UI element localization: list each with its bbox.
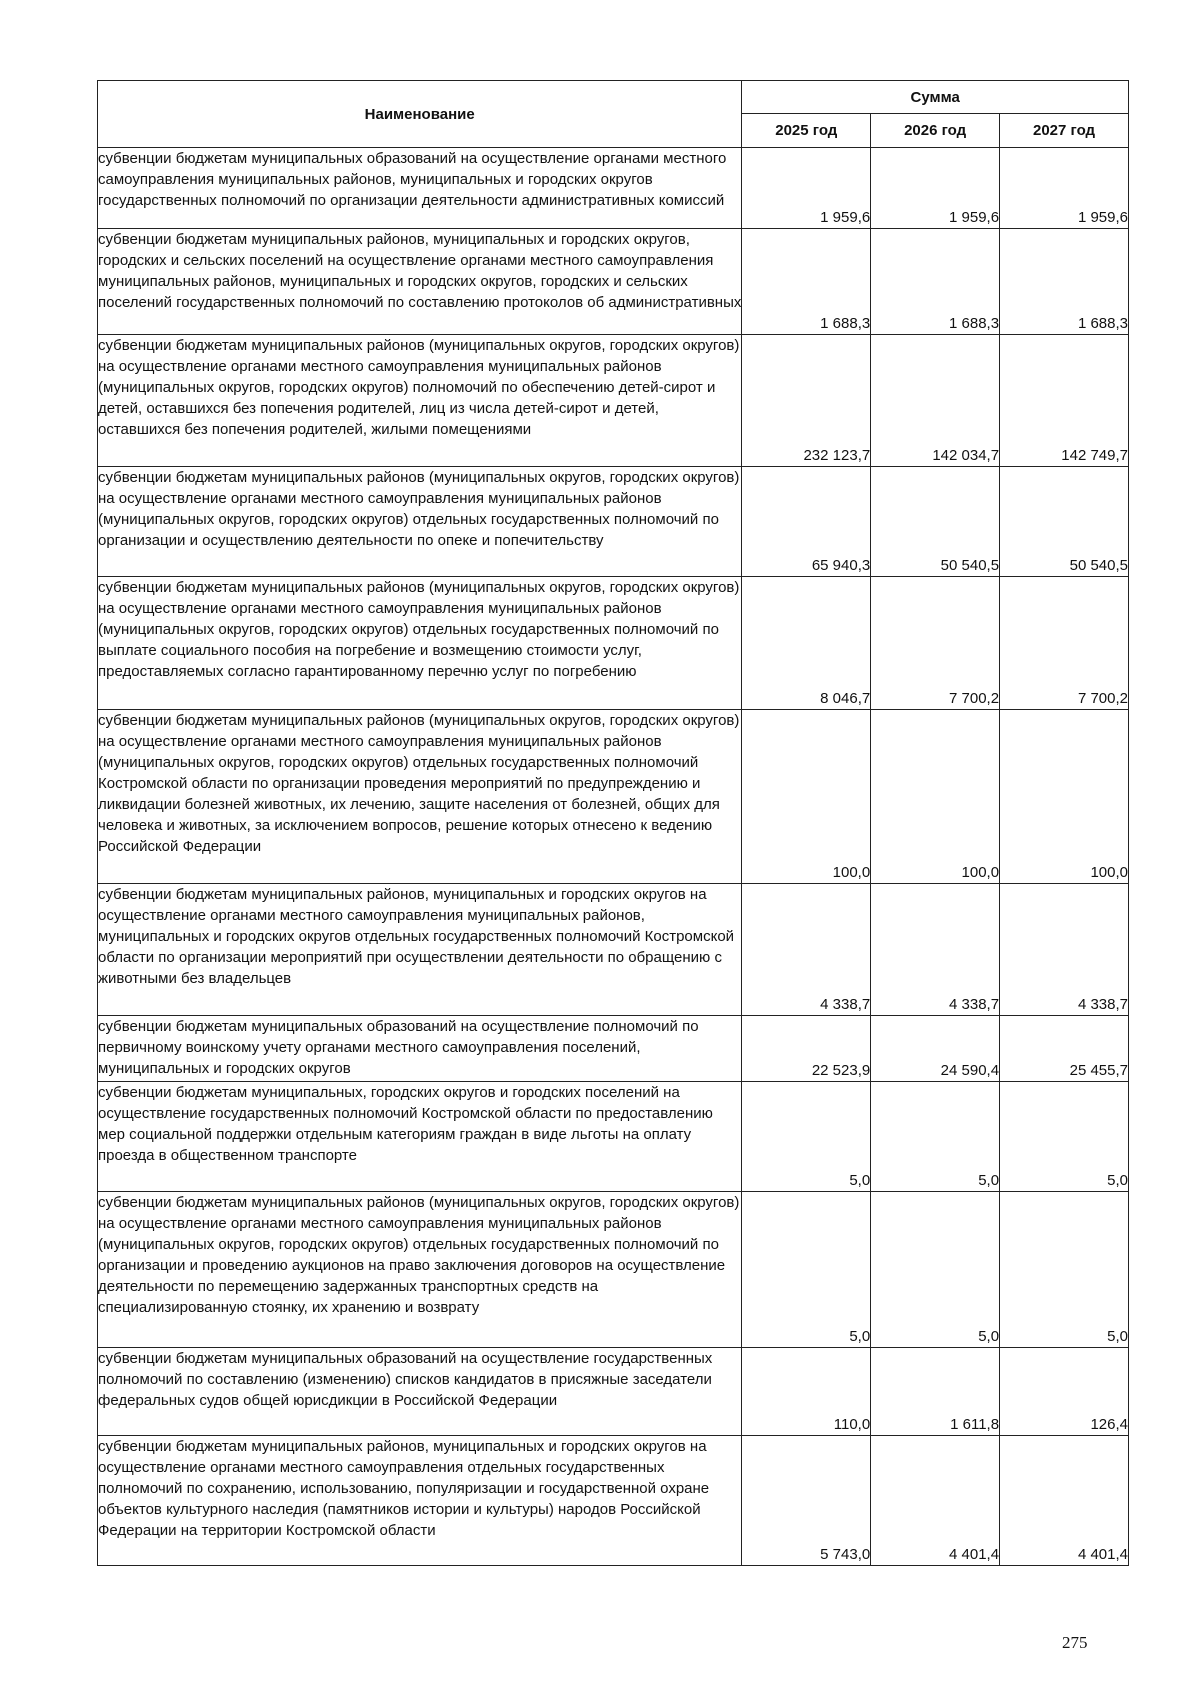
- row-name: субвенции бюджетам муниципальных районов (муниципальных округов, городских округов) на осуществление органами местного самоуправления муниципальных районов (муниципальных округов, городских округов) отдельных государственных полномочий Костромской области по организации проведения мероприятий по предупреждению и ликвидации болезней животных, их лечению, защите населения от болезней, общих для человека и животных, за исключением вопросов, решение которых отнесено к ведению Российской Федерации: [98, 710, 742, 884]
- row-name: субвенции бюджетам муниципальных районов, муниципальных и городских округов на осуществление органами местного самоуправления отдельных государственных полномочий по сохранению, использованию, популяризации и государственной охране объектов культурного наследия (памятников истории и культуры) народов Российской Федерации на территории Костромской области: [98, 1436, 742, 1566]
- row-value-2026: 4 338,7: [871, 884, 1000, 1016]
- row-value-2026: 100,0: [871, 710, 1000, 884]
- row-value-2025: 8 046,7: [742, 577, 871, 710]
- row-value-2027: 126,4: [1000, 1348, 1129, 1436]
- row-value-2025: 1 688,3: [742, 229, 871, 335]
- row-name: субвенции бюджетам муниципальных районов, муниципальных и городских округов, городских и сельских поселений на осуществление органами местного самоуправления муниципальных районов, муниципальных и городских округов, городских и сельских поселений государственных полномочий по составлению протоколов об административных: [98, 229, 742, 335]
- row-name: субвенции бюджетам муниципальных образований на осуществление государственных полномочий по составлению (изменению) списков кандидатов в присяжные заседатели федеральных судов общей юрисдикции в Российской Федерации: [98, 1348, 742, 1436]
- row-name: субвенции бюджетам муниципальных образований на осуществление органами местного самоуправления муниципальных районов, муниципальных и городских округов государственных полномочий по организации деятельности административных комиссий: [98, 148, 742, 229]
- row-value-2025: 100,0: [742, 710, 871, 884]
- row-value-2025: 22 523,9: [742, 1016, 871, 1082]
- row-value-2026: 1 611,8: [871, 1348, 1000, 1436]
- row-value-2026: 7 700,2: [871, 577, 1000, 710]
- row-value-2026: 1 959,6: [871, 148, 1000, 229]
- table-row: [98, 710, 1129, 884]
- header-year-2027: 2027 год: [1000, 114, 1129, 148]
- header-year-2025: 2025 год: [742, 114, 871, 148]
- row-name: субвенции бюджетам муниципальных районов (муниципальных округов, городских округов) на осуществление органами местного самоуправления муниципальных районов (муниципальных округов, городских округов) полномочий по обеспечению детей-сирот и детей, оставшихся без попечения родителей, лиц из числа детей-сирот и детей, оставшихся без попечения родителей, жилыми помещениями: [98, 335, 742, 467]
- table-row: [98, 577, 1129, 710]
- table-row: [98, 148, 1129, 229]
- table-row: [98, 229, 1129, 335]
- table-row: [98, 1082, 1129, 1192]
- row-value-2026: 1 688,3: [871, 229, 1000, 335]
- header-year-2026: 2026 год: [871, 114, 1000, 148]
- table-row: [98, 1348, 1129, 1436]
- row-value-2026: 4 401,4: [871, 1436, 1000, 1566]
- row-name: субвенции бюджетам муниципальных районов (муниципальных округов, городских округов) на осуществление органами местного самоуправления муниципальных районов (муниципальных округов, городских округов) отдельных государственных полномочий по организации и осуществлению деятельности по опеке и попечительству: [98, 467, 742, 577]
- row-value-2027: 1 959,6: [1000, 148, 1129, 229]
- page-number: 275: [1062, 1633, 1088, 1652]
- table-row: [98, 467, 1129, 577]
- row-value-2025: 65 940,3: [742, 467, 871, 577]
- table-row: [98, 1436, 1129, 1566]
- row-value-2025: 1 959,6: [742, 148, 871, 229]
- row-name: субвенции бюджетам муниципальных районов (муниципальных округов, городских округов) на осуществление органами местного самоуправления муниципальных районов (муниципальных округов, городских округов) отдельных государственных полномочий по выплате социального пособия на погребение и возмещению стоимости услуг, предоставляемых согласно гарантированному перечню услуг по погребению: [98, 577, 742, 710]
- row-value-2027: 4 338,7: [1000, 884, 1129, 1016]
- row-value-2026: 5,0: [871, 1192, 1000, 1348]
- header-sum: Сумма: [742, 81, 1129, 114]
- budget-table: [97, 80, 1129, 1566]
- row-value-2025: 4 338,7: [742, 884, 871, 1016]
- row-value-2025: 232 123,7: [742, 335, 871, 467]
- row-value-2025: 5 743,0: [742, 1436, 871, 1566]
- row-value-2027: 100,0: [1000, 710, 1129, 884]
- row-name: субвенции бюджетам муниципальных, городских округов и городских поселений на осуществление государственных полномочий Костромской области по предоставлению мер социальной поддержки отдельным категориям граждан в виде льготы на оплату проезда в общественном транспорте: [98, 1082, 742, 1192]
- row-value-2027: 7 700,2: [1000, 577, 1129, 710]
- row-value-2027: 1 688,3: [1000, 229, 1129, 335]
- row-value-2025: 110,0: [742, 1348, 871, 1436]
- row-value-2027: 4 401,4: [1000, 1436, 1129, 1566]
- header-row-top: [98, 81, 1129, 114]
- row-value-2026: 50 540,5: [871, 467, 1000, 577]
- row-value-2027: 142 749,7: [1000, 335, 1129, 467]
- row-value-2027: 50 540,5: [1000, 467, 1129, 577]
- row-value-2026: 24 590,4: [871, 1016, 1000, 1082]
- table-row: [98, 1016, 1129, 1082]
- row-name: субвенции бюджетам муниципальных образований на осуществление полномочий по первичному воинскому учету органами местного самоуправления поселений, муниципальных и городских округов: [98, 1016, 742, 1082]
- row-value-2027: 5,0: [1000, 1192, 1129, 1348]
- header-name: Наименование: [98, 81, 742, 148]
- table-row: [98, 884, 1129, 1016]
- row-value-2025: 5,0: [742, 1192, 871, 1348]
- table-row: [98, 1192, 1129, 1348]
- row-value-2025: 5,0: [742, 1082, 871, 1192]
- row-value-2026: 5,0: [871, 1082, 1000, 1192]
- table-row: [98, 335, 1129, 467]
- row-value-2027: 5,0: [1000, 1082, 1129, 1192]
- row-value-2026: 142 034,7: [871, 335, 1000, 467]
- row-value-2027: 25 455,7: [1000, 1016, 1129, 1082]
- row-name: субвенции бюджетам муниципальных районов, муниципальных и городских округов на осуществление органами местного самоуправления муниципальных районов, муниципальных и городских округов отдельных государственных полномочий Костромской области по организации мероприятий при осуществлении деятельности по обращению с животными без владельцев: [98, 884, 742, 1016]
- row-name: субвенции бюджетам муниципальных районов (муниципальных округов, городских округов) на осуществление органами местного самоуправления муниципальных районов (муниципальных округов, городских округов) отдельных государственных полномочий по организации и проведению аукционов на право заключения договоров на осуществление деятельности по перемещению задержанных транспортных средств на специализированную стоянку, их хранению и возврату: [98, 1192, 742, 1348]
